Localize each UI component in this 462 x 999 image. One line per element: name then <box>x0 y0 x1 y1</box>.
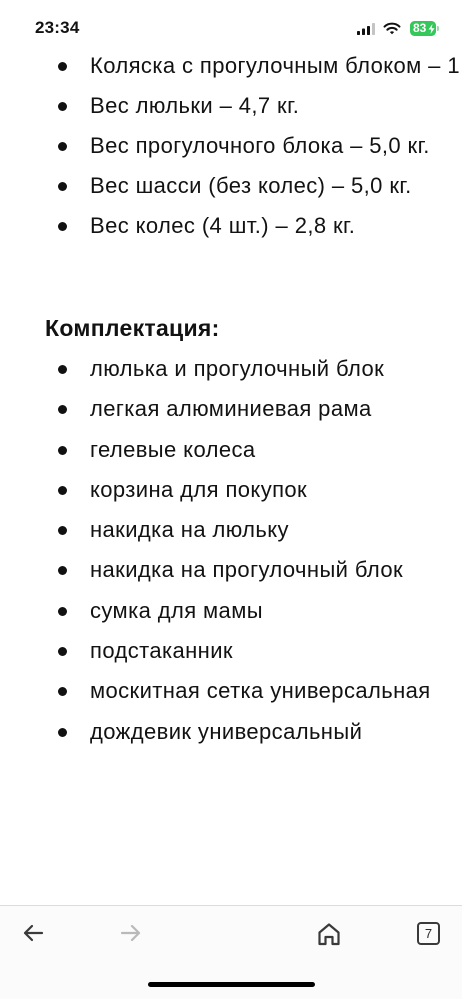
home-indicator <box>148 982 315 987</box>
forward-button[interactable] <box>120 924 142 942</box>
package-item-text: накидка на прогулочный блок <box>90 557 404 583</box>
package-item-text: дождевик универсальный <box>90 718 363 744</box>
bullet <box>58 566 67 575</box>
package-item-text: москитная сетка универсальная <box>90 678 431 704</box>
status-time: 23:34 <box>35 18 80 37</box>
package-list <box>0 349 462 752</box>
bullet <box>58 607 67 616</box>
bullet <box>58 647 67 656</box>
bullet <box>58 62 67 71</box>
package-item <box>0 671 462 711</box>
package-item <box>0 591 462 631</box>
bullet <box>58 222 67 231</box>
package-item-text: подстаканник <box>90 638 233 664</box>
package-item <box>0 510 462 550</box>
browser-toolbar <box>0 905 462 999</box>
spec-item-text: Коляска с прогулочным блоком – 1 <box>90 53 460 78</box>
spec-item <box>0 126 462 166</box>
package-item-text: легкая алюминиевая рама <box>90 396 372 422</box>
spec-item-text: Вес прогулочного блока – 5,0 кг. <box>90 133 430 158</box>
package-item <box>0 712 462 752</box>
home-icon[interactable] <box>316 921 342 947</box>
bullet <box>58 405 67 414</box>
package-item <box>0 389 462 429</box>
bullet <box>58 486 67 495</box>
tabs-icon[interactable] <box>417 922 440 945</box>
package-item <box>0 430 462 470</box>
bullet <box>58 102 67 111</box>
forward-arrow-icon[interactable] <box>120 924 142 942</box>
back-arrow-icon[interactable] <box>22 924 44 942</box>
tabs-count: 7 <box>424 926 433 941</box>
spec-item-text: Вес люльки – 4,7 кг. <box>90 93 300 118</box>
spec-item <box>0 86 462 126</box>
spec-item <box>0 46 462 86</box>
bullet <box>58 182 67 191</box>
section-heading: Комплектация: <box>45 315 220 341</box>
bullet <box>58 526 67 535</box>
spec-item-text: Вес шасси (без колес) – 5,0 кг. <box>90 173 412 198</box>
back-button[interactable] <box>22 924 44 942</box>
package-item <box>0 470 462 510</box>
battery-level: 83 <box>413 21 427 35</box>
spec-item <box>0 206 462 246</box>
bullet <box>58 365 67 374</box>
package-item-text: гелевые колеса <box>90 436 256 462</box>
bullet <box>58 728 67 737</box>
bullet <box>58 446 67 455</box>
bullet <box>58 142 67 151</box>
package-item-text: корзина для покупок <box>90 476 308 502</box>
package-item <box>0 349 462 389</box>
specs-list <box>0 46 462 246</box>
spec-item-text: Вес колес (4 шт.) – 2,8 кг. <box>90 213 356 238</box>
bullet <box>58 687 67 696</box>
package-item <box>0 550 462 590</box>
spec-item <box>0 166 462 206</box>
package-item-text: люлька и прогулочный блок <box>90 356 385 381</box>
package-item-text: накидка на люльку <box>90 517 289 543</box>
home-button[interactable] <box>316 921 342 947</box>
package-item <box>0 631 462 671</box>
package-item-text: сумка для мамы <box>90 597 263 623</box>
